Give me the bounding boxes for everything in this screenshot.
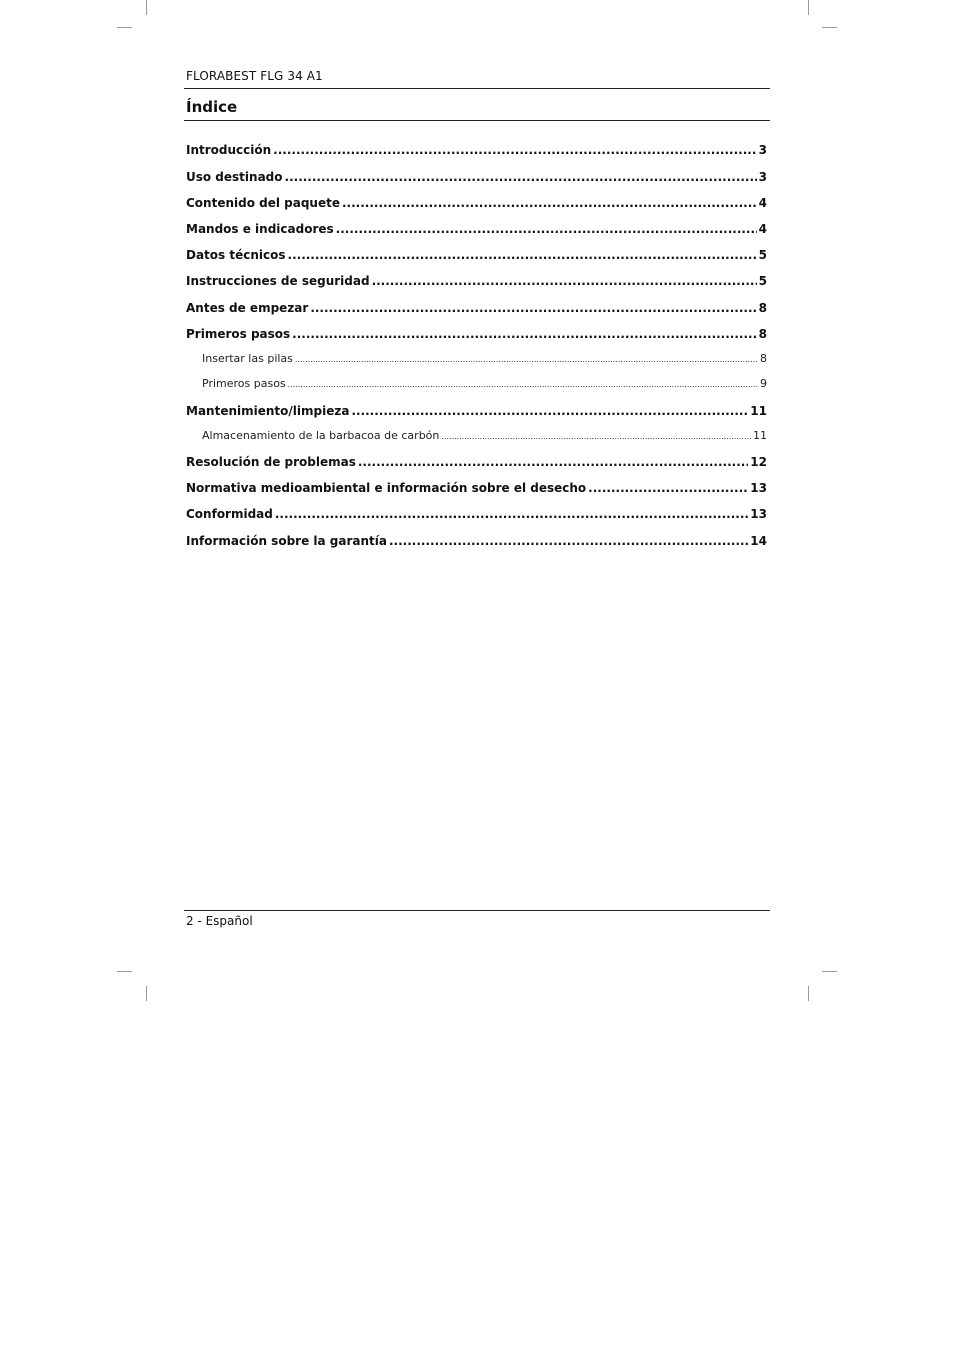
toc-subentry-label: Insertar las pilas — [202, 352, 293, 365]
toc-subentry-page: 8 — [760, 352, 767, 365]
toc-entry-label: Primeros pasos — [186, 327, 291, 341]
toc-entry-page: 8 — [758, 327, 767, 341]
toc-leader-dots — [292, 325, 756, 343]
toc-leader-dots — [342, 194, 757, 212]
crop-mark-bottom-left-vertical — [146, 986, 147, 1001]
toc-entry-page: 14 — [750, 534, 767, 548]
toc-leader-dots — [389, 532, 748, 550]
toc-entry[interactable] — [186, 194, 767, 212]
toc-leader-dots — [351, 402, 748, 420]
crop-mark-top-left-vertical — [146, 0, 147, 15]
toc-entry-label: Datos técnicos — [186, 248, 286, 262]
toc-leader-dots — [288, 246, 757, 264]
toc-entry-label: Contenido del paquete — [186, 196, 340, 210]
crop-mark-top-left-horizontal — [117, 27, 132, 28]
toc-entry[interactable] — [186, 246, 767, 264]
toc-entry-label: Instrucciones de seguridad — [186, 274, 370, 288]
title-rule — [184, 120, 770, 121]
crop-mark-bottom-right-vertical — [808, 986, 809, 1001]
footer-rule — [184, 910, 770, 911]
running-header: FLORABEST FLG 34 A1 — [186, 69, 323, 83]
toc-subentry[interactable] — [186, 376, 767, 392]
toc-entry-label: Resolución de problemas — [186, 455, 356, 469]
toc-entry[interactable] — [186, 299, 767, 317]
toc-entry[interactable] — [186, 532, 767, 550]
toc-entry[interactable] — [186, 272, 767, 290]
toc-leader-dots — [273, 141, 756, 159]
toc-entry-page: 3 — [758, 143, 767, 157]
toc-entry-label: Información sobre la garantía — [186, 534, 387, 548]
toc-entry-label: Normativa medioambiental e información sobre el desecho — [186, 481, 587, 495]
toc-entry-label: Mantenimiento/limpieza — [186, 404, 350, 418]
page-footer: 2 - Español — [186, 914, 253, 928]
toc-leader-dots — [588, 479, 748, 497]
toc-entry-page: 5 — [758, 248, 767, 262]
toc-entry-label: Mandos e indicadores — [186, 222, 334, 236]
toc-entry[interactable] — [186, 402, 767, 420]
toc-leader-dots — [336, 220, 757, 238]
toc-subentry-page: 11 — [753, 429, 767, 442]
toc-entry-page: 12 — [750, 455, 767, 469]
toc-entry[interactable] — [186, 505, 767, 523]
toc-leader-dots — [288, 376, 758, 393]
toc-entry[interactable] — [186, 453, 767, 471]
crop-mark-top-right-vertical — [808, 0, 809, 15]
toc-entry-label: Conformidad — [186, 507, 273, 521]
toc-entry-page: 4 — [758, 196, 767, 210]
toc-entry-page: 13 — [750, 507, 767, 521]
toc-subentry-label: Primeros pasos — [202, 377, 286, 390]
toc-subentry[interactable] — [186, 351, 767, 367]
toc-entry-page: 11 — [750, 404, 767, 418]
toc-leader-dots — [441, 428, 751, 445]
toc-entry[interactable] — [186, 220, 767, 238]
toc-entry-page: 3 — [758, 170, 767, 184]
toc-entry-page: 5 — [758, 274, 767, 288]
toc-leader-dots — [358, 453, 748, 471]
toc-entry-page: 13 — [750, 481, 767, 495]
toc-entry-label: Antes de empezar — [186, 301, 309, 315]
crop-mark-top-right-horizontal — [822, 27, 837, 28]
toc-entry[interactable] — [186, 141, 767, 159]
toc-entry-label: Uso destinado — [186, 170, 283, 184]
header-rule — [184, 88, 770, 89]
toc-leader-dots — [285, 168, 757, 186]
crop-mark-bottom-left-horizontal — [117, 971, 132, 972]
toc-entry-page: 4 — [758, 222, 767, 236]
toc-subentry-page: 9 — [760, 377, 767, 390]
toc-entry-label: Introducción — [186, 143, 272, 157]
toc-leader-dots — [295, 351, 758, 368]
toc-entry[interactable] — [186, 325, 767, 343]
crop-mark-bottom-right-horizontal — [822, 971, 837, 972]
toc-subentry-label: Almacenamiento de la barbacoa de carbón — [202, 429, 440, 442]
toc-entry[interactable] — [186, 479, 767, 497]
toc-entry[interactable] — [186, 168, 767, 186]
page-title: Índice — [186, 98, 238, 116]
toc-leader-dots — [310, 299, 756, 317]
toc-subentry[interactable] — [186, 428, 767, 444]
toc-leader-dots — [275, 505, 748, 523]
toc-leader-dots — [372, 272, 757, 290]
toc-entry-page: 8 — [758, 301, 767, 315]
